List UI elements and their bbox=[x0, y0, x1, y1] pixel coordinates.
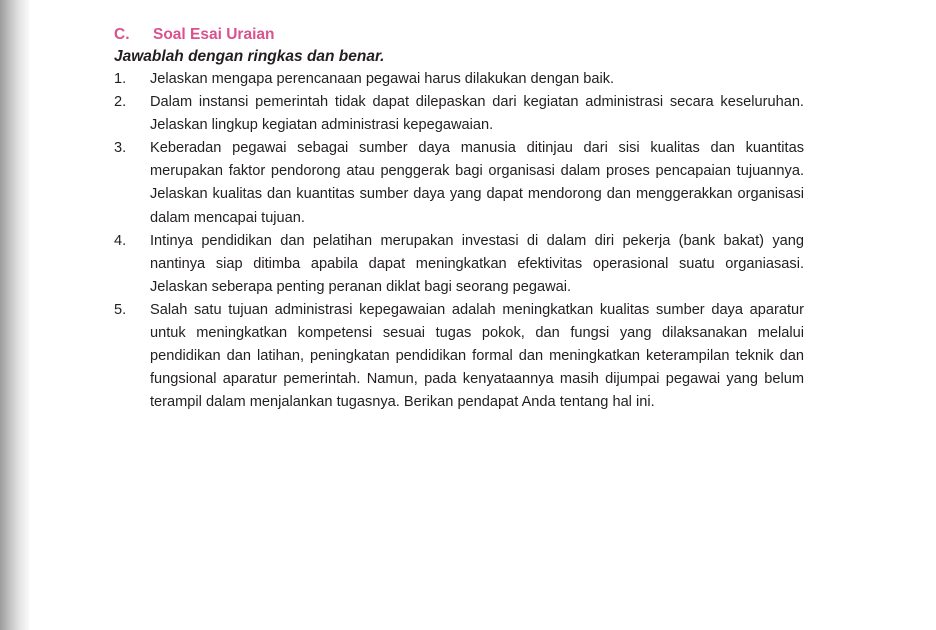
question-text: Keberadan pegawai sebagai sumber daya manusia ditinjau dari sisi kualitas dan kuantitas merupakan faktor pendorong atau penggerak bagi organisasi dalam proses pencapaian tujuannya. Jelaskan kualitas dan kuantitas sumber daya yang dapat mendorong dan menggerakkan organisasi dalam mencapai tujuan. bbox=[150, 140, 804, 226]
question-item bbox=[114, 68, 804, 91]
question-text: Salah satu tujuan administrasi kepegawaian adalah meningkatkan kualitas sumber daya aparatur untuk meningkatkan kompetensi sesuai tugas pokok, dan fungsi yang dilaksanakan melalui pendidikan dan latihan, peningkatan pendidikan formal dan meningkatkan keterampilan teknik dan fungsional aparatur pemerintah. Namun, pada kenyataannya masih dijumpai pegawai yang belum terampil dalam menjalankan tugasnya. Berikan pendapat Anda tentang hal ini. bbox=[150, 301, 804, 411]
question-item bbox=[114, 230, 804, 299]
section-heading bbox=[114, 24, 804, 46]
book-spine-shadow bbox=[0, 0, 30, 630]
question-item bbox=[114, 91, 804, 137]
question-item bbox=[114, 137, 804, 229]
question-text: Dalam instansi pemerintah tidak dapat dilepaskan dari kegiatan administrasi secara keseluruhan. Jelaskan lingkup kegiatan administrasi kepegawaian. bbox=[150, 94, 804, 134]
question-number: 5. bbox=[114, 301, 127, 318]
question-text: Intinya pendidikan dan pelatihan merupakan investasi di dalam diri pekerja (bank bakat) yang nantinya siap ditimba apabila dapat meningkatkan efektivitas operasional suatu organiasasi. Jelaskan seberapa penting peranan diklat bagi seorang pegawai. bbox=[150, 232, 804, 295]
question-number: 4. bbox=[114, 232, 127, 249]
question-number: 2. bbox=[114, 94, 127, 111]
question-list bbox=[114, 68, 804, 414]
question-item bbox=[114, 299, 804, 414]
instruction-text: Jawablah dengan ringkas dan benar. bbox=[114, 48, 385, 65]
question-number: 1. bbox=[114, 71, 127, 87]
question-text: Jelaskan mengapa perencanaan pegawai harus dilakukan dengan baik. bbox=[150, 71, 615, 87]
section-letter: C. bbox=[114, 26, 130, 43]
page-content bbox=[114, 24, 804, 414]
question-number: 3. bbox=[114, 140, 127, 157]
section-title: Soal Esai Uraian bbox=[153, 26, 275, 43]
